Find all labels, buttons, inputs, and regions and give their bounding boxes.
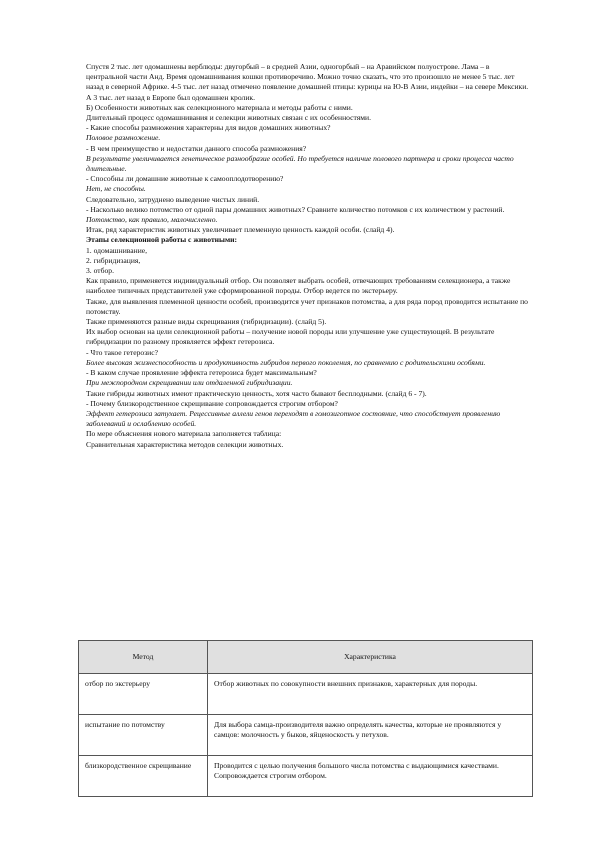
paragraph: Б) Особенности животных как селекционного материала и методы работы с ними. xyxy=(86,102,353,112)
paragraph: Длительный процесс одомашнивания и селекции животных связан с их особенностями. xyxy=(86,113,372,123)
question: - В каком случае проявление эффекта гетерозиса будет максимальным? xyxy=(86,368,317,378)
characteristic-cell: Для выбора самца-производителя важно определять качества, которые не проявляются у самцов: молочность у быков, яйценоскость у петухов. xyxy=(208,715,533,756)
section-heading: Этапы селекционной работы с животными: xyxy=(86,235,238,245)
answer: Потомство, как правило, малочисленно. xyxy=(86,215,218,225)
question: - Какие способы размножения характерны для видов домашних животных? xyxy=(86,123,331,133)
answer: Нет, не способны. xyxy=(86,184,146,194)
column-header-method: Метод xyxy=(79,641,208,674)
list-item: 2. гибридизация, xyxy=(86,255,141,265)
paragraph: Спустя 2 тыс. лет одомашнены верблюды: двугорбый – в средней Азии, одногорбый – на Аравийском полуострове. Лама – в центральной части Анд. Время одомашнивания кошки противоречиво. Можно точно сказать, что это произошло не менее 5 тыс. лет назад в северной Африке. 4-5 тыс. лет назад отмечено появление домашней птицы: курицы на Ю-В Азии, индейки – на севере Мексики. А 3 тыс. лет назад в Европе был одомашнен кролик. xyxy=(86,62,529,102)
question: - Насколько велико потомство от одной пары домашних животных? Сравните количество потомков с их количеством у растений. xyxy=(86,204,505,214)
table-row xyxy=(79,674,533,715)
comparison-table-wrapper xyxy=(78,640,533,797)
table-row xyxy=(79,756,533,797)
answer: Более высокая жизнеспособность и продуктивность гибридов первого поколения, по сравнению с родительскими особями. xyxy=(86,357,486,367)
characteristic-cell: Проводится с целью получения большого числа потомства с выдающимися качествами. Сопровождается строгим отбором. xyxy=(208,756,533,797)
characteristic-cell: Отбор животных по совокупности внешних признаков, характерных для породы. xyxy=(208,674,533,715)
table-caption: Сравнительная характеристика методов селекции животных. xyxy=(86,439,284,449)
paragraph: Как правило, применяется индивидуальный отбор. Он позволяет выбрать особей, отвечающих требованиям селекционера, а также наиболее типичных представителей уже сформированной породы. Отбор ведется по экстерьеру. xyxy=(86,276,511,296)
list-item: 1. одомашнивание, xyxy=(86,245,148,255)
column-header-characteristic: Характеристика xyxy=(208,641,533,674)
paragraph: Итак, ряд характеристик животных увеличивает племенную ценность каждой особи. (слайд 4). xyxy=(86,225,395,235)
answer: При межпородном скрещивании или отдаленной гибридизации. xyxy=(86,378,293,388)
paragraph: Следовательно, затруднено выведение чистых линий. xyxy=(86,194,260,204)
question: - Что такое гетерозис? xyxy=(86,347,158,357)
table-header-row xyxy=(79,641,533,674)
paragraph: По мере объяснения нового материала заполняется таблица: xyxy=(86,429,282,439)
paragraph: Такие гибриды животных имеют практическую ценность, хотя часто бывают бесплодными. (слайд 6 - 7). xyxy=(86,388,427,398)
answer: Эффект гетерозиса затухает. Рецессивные аллели генов переходят в гомозиготное состояние, что способствует проявлению заболеваний и ослаблению особей. xyxy=(86,408,501,429)
answer: В результате увеличивается генетическое разнообразие особей. Но требуется наличие полового партнера и сроки процесса часто длительные. xyxy=(86,153,514,174)
paragraph: Их выбор основан на цели селекционной работы – получение новой породы или улучшение уже существующей. В результате гибридизации по разному проявляется эффект гетерозиса. xyxy=(86,327,495,347)
method-cell: близкородственное скрещивание xyxy=(79,756,208,797)
paragraph: Также, для выявления племенной ценности особей, производится учет признаков потомства, а для ряда пород проводится испытание по потомству. xyxy=(86,296,528,316)
question: - Почему близкородственное скрещивание сопровождается строгим отбором? xyxy=(86,398,338,408)
comparison-table xyxy=(78,640,533,797)
document-body xyxy=(86,62,530,450)
method-cell: отбор по экстерьеру xyxy=(79,674,208,715)
table-row xyxy=(79,715,533,756)
question: - В чем преимущество и недостатки данного способа размножения? xyxy=(86,143,307,153)
answer: Половое размножение. xyxy=(86,133,161,143)
list-item: 3. отбор. xyxy=(86,266,114,276)
paragraph: Также применяются разные виды скрещивания (гибридизации). (слайд 5). xyxy=(86,317,327,327)
question: - Способны ли домашние животные к самооплодотворению? xyxy=(86,174,284,184)
method-cell: испытание по потомству xyxy=(79,715,208,756)
